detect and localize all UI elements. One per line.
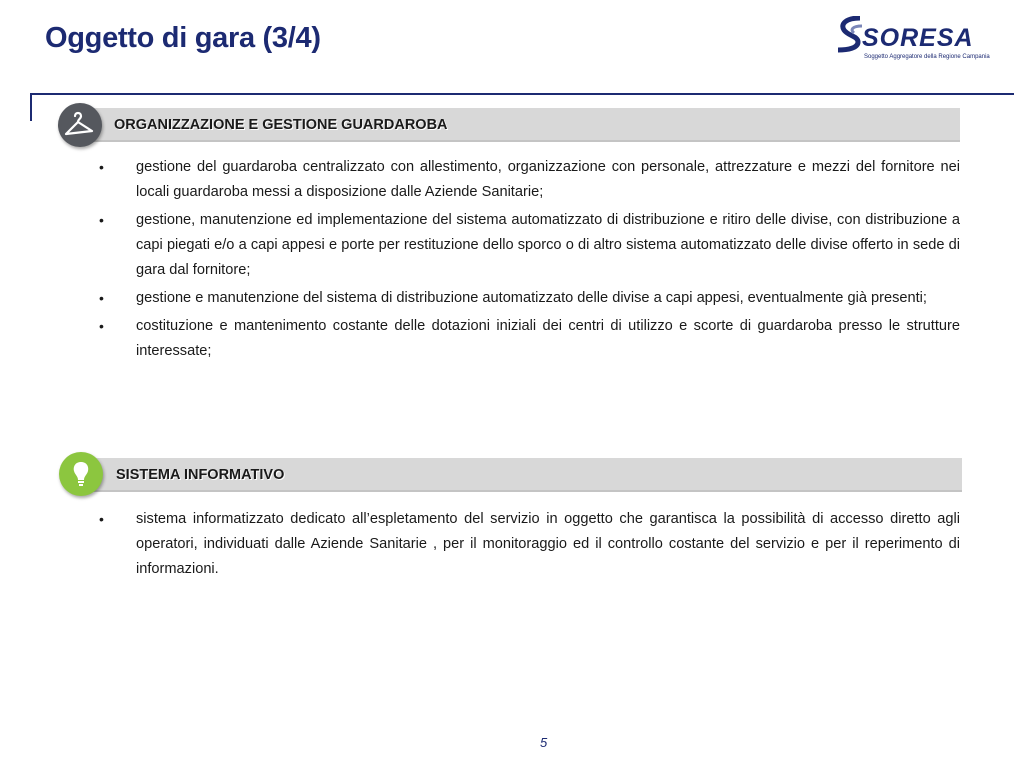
page-number: 5 [540, 735, 548, 750]
section-heading: SISTEMA INFORMATIVO [116, 467, 285, 483]
bullet-icon: • [99, 290, 104, 306]
lightbulb-icon [59, 452, 103, 496]
section-heading: ORGANIZZAZIONE E GESTIONE GUARDAROBA [114, 117, 448, 133]
hanger-icon [58, 103, 102, 147]
logo-wordmark: SORESA [862, 24, 974, 52]
section-list [99, 155, 960, 367]
bullet-icon: • [99, 159, 104, 175]
list-item: • gestione del guardaroba centralizzato con allestimento, organizzazione con personale, attrezzature e mezzi del fornitore nei locali guardaroba messi a disposizione dalle Aziende Sanitarie; [136, 155, 960, 205]
list-item: • sistema informatizzato dedicato all’espletamento del servizio in oggetto che garantisca la possibilità di accesso diretto agli operatori, individuati dalle Aziende Sanitarie , per il monitoraggio ed il controllo costante del servizio e per il reperimento di informazioni. [136, 507, 960, 582]
slide-title: Oggetto di gara (3/4) [45, 22, 321, 54]
header-rule [30, 93, 1014, 95]
header-rule-vertical [30, 93, 32, 121]
list-item: • gestione e manutenzione del sistema di distribuzione automatizzato delle divise a capi appesi, eventualmente già presenti; [136, 286, 960, 311]
bullet-icon: • [99, 511, 104, 527]
list-item: • costituzione e mantenimento costante delle dotazioni iniziali dei centri di utilizzo e scorte di guardaroba presso le strutture interessate; [136, 314, 960, 364]
list-item: • gestione, manutenzione ed implementazione del sistema automatizzato di distribuzione e ritiro delle divise, con distribuzione a capi piegati e/o a capi appesi e porte per restituzione dello sporco o di altro sistema automatizzato delle divise offerto in sede di gara dal fornitore; [136, 208, 960, 283]
bullet-icon: • [99, 212, 104, 228]
bullet-icon: • [99, 318, 104, 334]
logo-subtitle: Soggetto Aggregatore della Regione Campania [864, 54, 990, 60]
soresa-logo [836, 16, 1000, 62]
section-list [99, 507, 960, 585]
